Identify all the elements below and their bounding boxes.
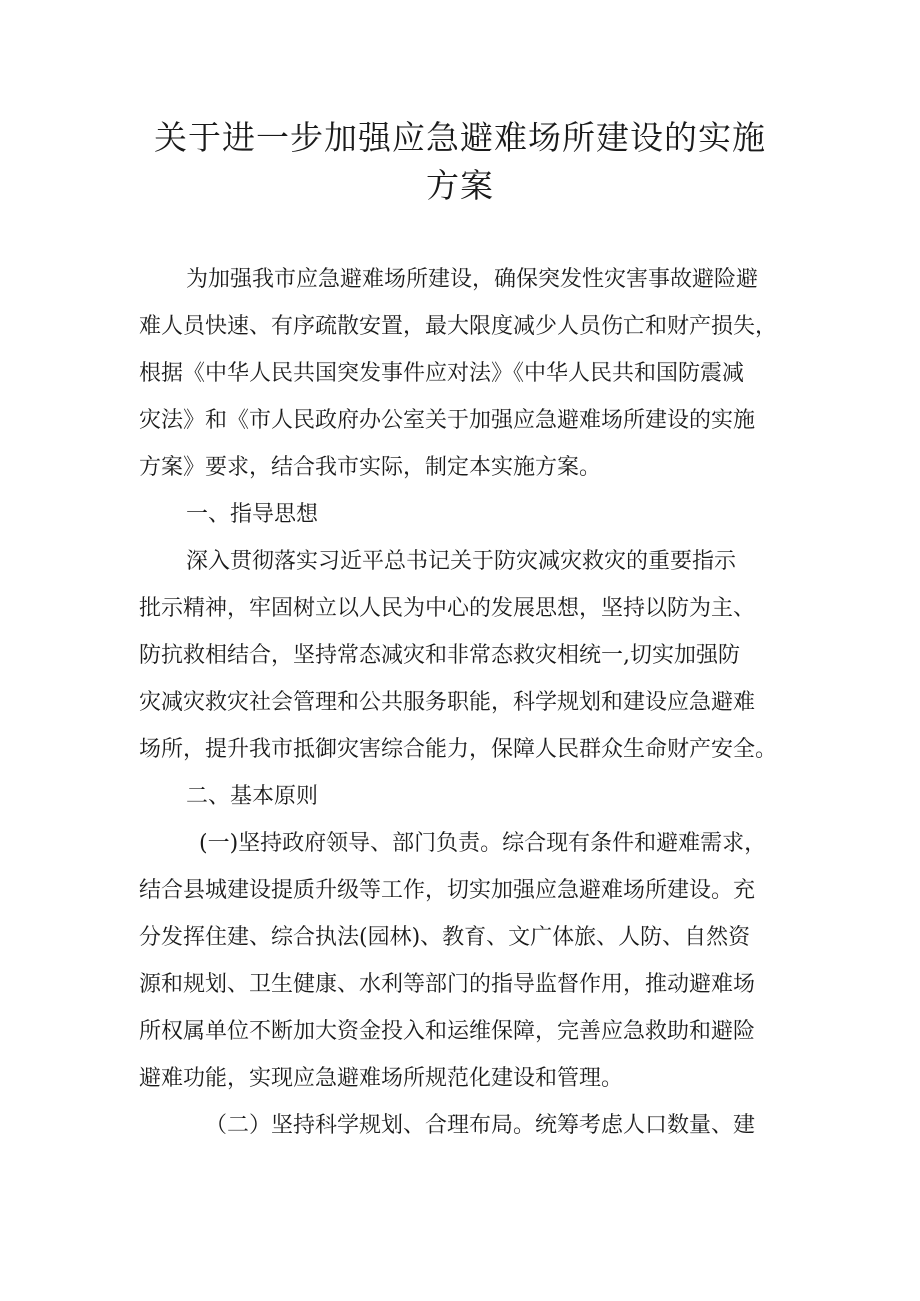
paragraph-principle-1-line: 结合县城建设提质升级等工作，切实加强应急避难场所建设。充 xyxy=(139,878,756,903)
paragraph-guiding-line: 场所，提升我市抵御灾害综合能力，保障人民群众生命财产安全。 xyxy=(139,737,778,762)
paragraph-intro-line: 方案》要求，结合我市实际，制定本实施方案。 xyxy=(139,455,602,480)
paragraph-intro-line: 灾法》和《市人民政府办公室关于加强应急避难场所建设的实施 xyxy=(139,408,756,433)
paragraph-principle-1-line: 分发挥住建、综合执法(园林)、教育、文广体旅、人防、自然资 xyxy=(139,925,751,950)
paragraph-guiding-line: 灾减灾救灾社会管理和公共服务职能，科学规划和建设应急避难 xyxy=(139,690,756,715)
document-title-line-2: 方案 xyxy=(426,166,494,205)
document-body xyxy=(139,256,799,1149)
paragraph-intro-line: 根据《中华人民共国突发事件应对法》《中华人民共和国防震减 xyxy=(139,361,745,386)
section-heading-guiding-ideology: 一、指导思想 xyxy=(186,502,319,527)
paragraph-intro-line: 为加强我市应急避难场所建设，确保突发性灾害事故避险避 xyxy=(186,267,759,292)
paragraph-principle-1-line: 避难功能，实现应急避难场所规范化建设和管理。 xyxy=(139,1066,624,1091)
document-title-line-1: 关于进一步加强应急避难场所建设的实施 xyxy=(154,118,766,157)
paragraph-principle-1-line: 源和规划、卫生健康、水利等部门的指导监督作用，推动避难场 xyxy=(139,972,756,997)
paragraph-guiding-line: 批示精神，牢固树立以人民为中心的发展思想，坚持以防为主、 xyxy=(139,596,756,621)
paragraph-principle-1-line: 所权属单位不断加大资金投入和运维保障，完善应急救助和避险 xyxy=(139,1019,756,1044)
paragraph-intro-line: 难人员快速、有序疏散安置，最大限度减少人员伤亡和财产损失， xyxy=(139,314,778,339)
paragraph-principle-2-line: （二）坚持科学规划、合理布局。统筹考虑人口数量、建 xyxy=(205,1113,756,1138)
paragraph-guiding-line: 深入贯彻落实习近平总书记关于防灾减灾救灾的重要指示 xyxy=(186,549,737,574)
paragraph-guiding-line: 防抗救相结合，坚持常态减灾和非常态救灾相统一,切实加强防 xyxy=(139,643,740,668)
section-heading-basic-principles: 二、基本原则 xyxy=(186,784,319,809)
paragraph-principle-1-line: (一)坚持政府领导、部门负责。综合现有条件和避难需求， xyxy=(199,831,767,856)
